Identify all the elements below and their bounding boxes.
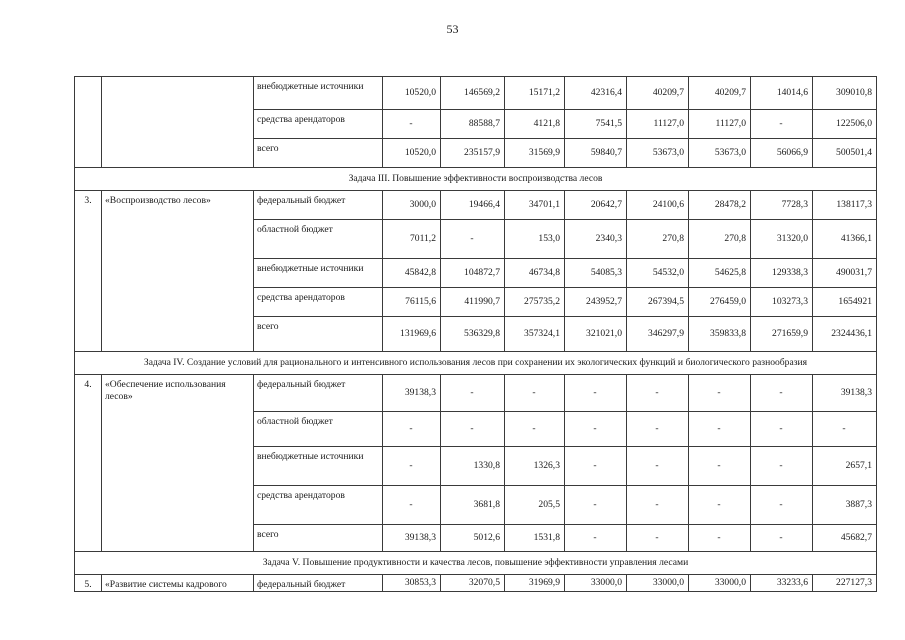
value-cell: 3681,8 — [441, 486, 505, 525]
value-cell: 103273,3 — [751, 288, 813, 317]
value-cell: 7728,3 — [751, 191, 813, 220]
value-cell: 42316,4 — [565, 77, 627, 110]
value-cell: 7011,2 — [383, 220, 441, 259]
value-cell: 41366,1 — [813, 220, 877, 259]
funding-source: всего — [254, 317, 383, 352]
value-cell: - — [627, 375, 689, 412]
value-cell: - — [627, 486, 689, 525]
value-cell: 24100,6 — [627, 191, 689, 220]
value-cell: 2340,3 — [565, 220, 627, 259]
row-index: 5. — [75, 575, 102, 592]
value-cell: 3887,3 — [813, 486, 877, 525]
funding-source: областной бюджет — [254, 220, 383, 259]
value-cell: - — [751, 375, 813, 412]
value-cell: - — [441, 412, 505, 447]
value-cell: 5012,6 — [441, 525, 505, 552]
row-index: 4. — [75, 375, 102, 552]
task-title: Задача III. Повышение эффективности воспроизводства лесов — [75, 168, 877, 191]
value-cell: 267394,5 — [627, 288, 689, 317]
value-cell: - — [505, 375, 565, 412]
value-cell: 53673,0 — [627, 139, 689, 168]
funding-source: федеральный бюджет — [254, 575, 383, 592]
value-cell: 46734,8 — [505, 259, 565, 288]
measure-name — [102, 77, 254, 168]
value-cell: 54085,3 — [565, 259, 627, 288]
value-cell: 10520,0 — [383, 139, 441, 168]
value-cell: - — [751, 525, 813, 552]
value-cell: 122506,0 — [813, 110, 877, 139]
value-cell: 321021,0 — [565, 317, 627, 352]
task-title: Задача V. Повышение продуктивности и качества лесов, повышение эффективности управления лесами — [75, 552, 877, 575]
value-cell: 205,5 — [505, 486, 565, 525]
value-cell: 309010,8 — [813, 77, 877, 110]
funding-source: средства арендаторов — [254, 288, 383, 317]
value-cell: 146569,2 — [441, 77, 505, 110]
task-header-row — [75, 168, 877, 191]
value-cell: 270,8 — [627, 220, 689, 259]
value-cell: 76115,6 — [383, 288, 441, 317]
value-cell: - — [383, 110, 441, 139]
value-cell: 104872,7 — [441, 259, 505, 288]
funding-source: внебюджетные источники — [254, 77, 383, 110]
funding-source: внебюджетные источники — [254, 447, 383, 486]
value-cell: 31569,9 — [505, 139, 565, 168]
task-header-row — [75, 352, 877, 375]
value-cell: 138117,3 — [813, 191, 877, 220]
value-cell: 33233,6 — [751, 575, 813, 592]
value-cell: 270,8 — [689, 220, 751, 259]
value-cell: 15171,2 — [505, 77, 565, 110]
value-cell: 40209,7 — [689, 77, 751, 110]
value-cell: 33000,0 — [565, 575, 627, 592]
value-cell: 45682,7 — [813, 525, 877, 552]
value-cell: - — [565, 412, 627, 447]
value-cell: 31969,9 — [505, 575, 565, 592]
value-cell: - — [689, 525, 751, 552]
value-cell: - — [383, 486, 441, 525]
value-cell: 11127,0 — [627, 110, 689, 139]
task-title: Задача IV. Создание условий для рационального и интенсивного использования лесов при сохранении их экологических функций и биологического разнообразия — [75, 352, 877, 375]
row-index — [75, 77, 102, 168]
value-cell: 40209,7 — [627, 77, 689, 110]
value-cell: 243952,7 — [565, 288, 627, 317]
table-row — [75, 575, 877, 592]
row-index: 3. — [75, 191, 102, 352]
value-cell: 2657,1 — [813, 447, 877, 486]
value-cell: 346297,9 — [627, 317, 689, 352]
value-cell: 357324,1 — [505, 317, 565, 352]
value-cell: - — [383, 412, 441, 447]
funding-source: средства арендаторов — [254, 486, 383, 525]
table-row — [75, 191, 877, 220]
value-cell: - — [565, 525, 627, 552]
table-row — [75, 77, 877, 110]
value-cell: 271659,9 — [751, 317, 813, 352]
measure-name: «Обеспечение использования лесов» — [102, 375, 254, 552]
value-cell: 4121,8 — [505, 110, 565, 139]
funding-source: федеральный бюджет — [254, 375, 383, 412]
value-cell: 39138,3 — [383, 525, 441, 552]
table-body — [75, 77, 877, 592]
measure-name: «Развитие системы кадрового — [102, 575, 254, 592]
value-cell: - — [627, 412, 689, 447]
value-cell: 32070,5 — [441, 575, 505, 592]
value-cell: 45842,8 — [383, 259, 441, 288]
value-cell: 500501,4 — [813, 139, 877, 168]
budget-table — [74, 76, 877, 592]
value-cell: - — [627, 447, 689, 486]
value-cell: 33000,0 — [689, 575, 751, 592]
value-cell: - — [441, 220, 505, 259]
value-cell: - — [751, 447, 813, 486]
value-cell: 490031,7 — [813, 259, 877, 288]
value-cell: 33000,0 — [627, 575, 689, 592]
value-cell: 536329,8 — [441, 317, 505, 352]
value-cell: 276459,0 — [689, 288, 751, 317]
value-cell: 129338,3 — [751, 259, 813, 288]
funding-source: всего — [254, 525, 383, 552]
value-cell: - — [627, 525, 689, 552]
value-cell: - — [565, 486, 627, 525]
page-number: 53 — [446, 22, 459, 36]
funding-source: внебюджетные источники — [254, 259, 383, 288]
value-cell: 59840,7 — [565, 139, 627, 168]
value-cell: - — [565, 447, 627, 486]
value-cell: 14014,6 — [751, 77, 813, 110]
value-cell: 359833,8 — [689, 317, 751, 352]
value-cell: 1330,8 — [441, 447, 505, 486]
value-cell: 20642,7 — [565, 191, 627, 220]
value-cell: - — [751, 486, 813, 525]
table-row — [75, 375, 877, 412]
funding-source: областной бюджет — [254, 412, 383, 447]
value-cell: 10520,0 — [383, 77, 441, 110]
value-cell: - — [689, 412, 751, 447]
value-cell: 131969,6 — [383, 317, 441, 352]
value-cell: - — [383, 447, 441, 486]
value-cell: 3000,0 — [383, 191, 441, 220]
funding-source: федеральный бюджет — [254, 191, 383, 220]
value-cell: 275735,2 — [505, 288, 565, 317]
value-cell: 54625,8 — [689, 259, 751, 288]
funding-source: всего — [254, 139, 383, 168]
value-cell: - — [751, 110, 813, 139]
value-cell: 54532,0 — [627, 259, 689, 288]
value-cell: - — [689, 375, 751, 412]
value-cell: 28478,2 — [689, 191, 751, 220]
value-cell: 235157,9 — [441, 139, 505, 168]
measure-name: «Воспроизводство лесов» — [102, 191, 254, 352]
value-cell: - — [751, 412, 813, 447]
value-cell: 39138,3 — [813, 375, 877, 412]
value-cell: 153,0 — [505, 220, 565, 259]
value-cell: 53673,0 — [689, 139, 751, 168]
value-cell: 2324436,1 — [813, 317, 877, 352]
value-cell: 1531,8 — [505, 525, 565, 552]
value-cell: - — [813, 412, 877, 447]
value-cell: - — [689, 486, 751, 525]
value-cell: 227127,3 — [813, 575, 877, 592]
value-cell: - — [505, 412, 565, 447]
value-cell: 19466,4 — [441, 191, 505, 220]
value-cell: - — [565, 375, 627, 412]
value-cell: 30853,3 — [383, 575, 441, 592]
value-cell: 31320,0 — [751, 220, 813, 259]
value-cell: 7541,5 — [565, 110, 627, 139]
value-cell: 39138,3 — [383, 375, 441, 412]
value-cell: - — [689, 447, 751, 486]
value-cell: - — [441, 375, 505, 412]
value-cell: 56066,9 — [751, 139, 813, 168]
value-cell: 11127,0 — [689, 110, 751, 139]
value-cell: 1326,3 — [505, 447, 565, 486]
task-header-row — [75, 552, 877, 575]
funding-source: средства арендаторов — [254, 110, 383, 139]
value-cell: 411990,7 — [441, 288, 505, 317]
value-cell: 88588,7 — [441, 110, 505, 139]
value-cell: 1654921 — [813, 288, 877, 317]
value-cell: 34701,1 — [505, 191, 565, 220]
